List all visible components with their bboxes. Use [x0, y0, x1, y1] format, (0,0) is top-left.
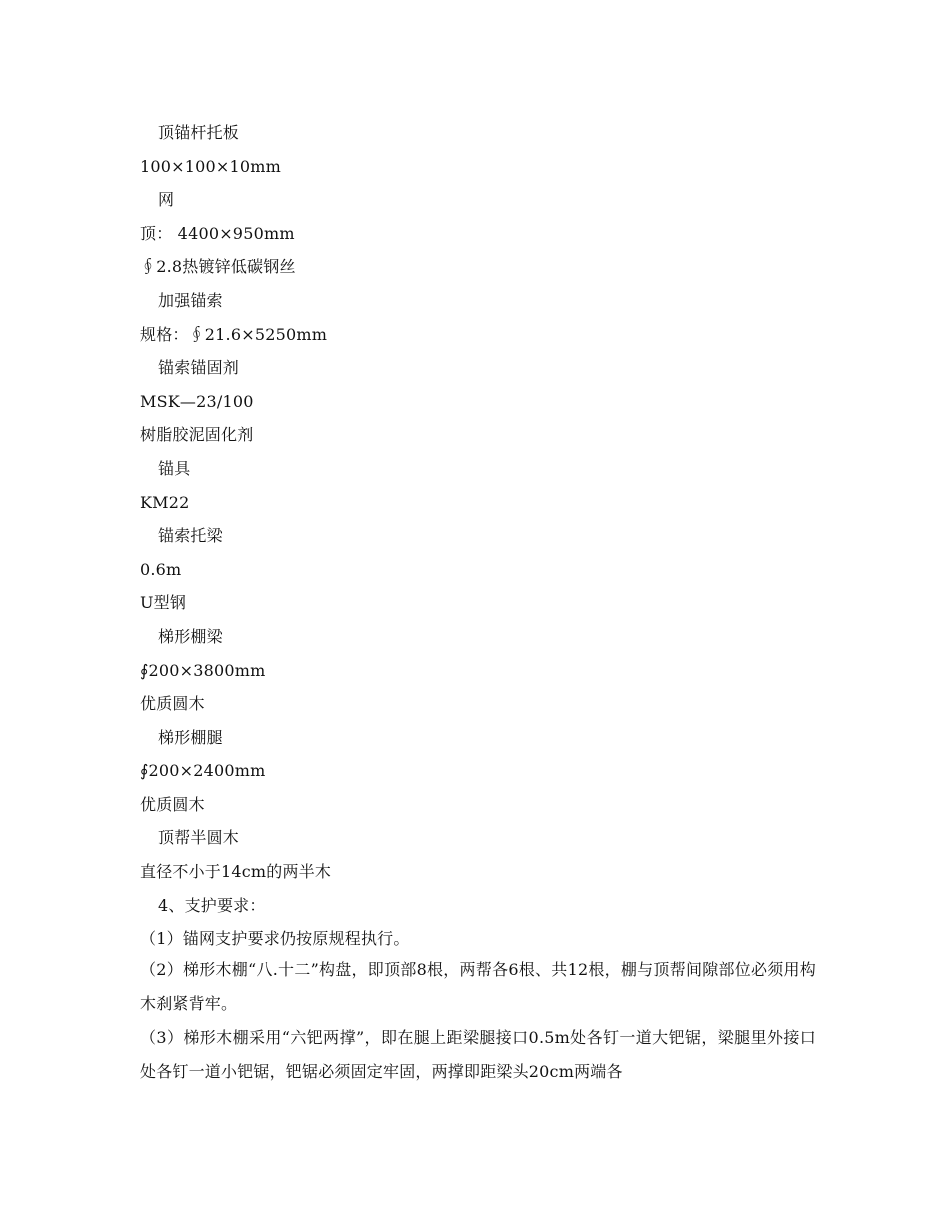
spec-line: 顶： 4400×950mm — [140, 223, 295, 243]
spec-line: 顶锚杆托板 — [158, 123, 240, 142]
spec-line: 直径不小于14cm的两半木 — [140, 862, 332, 882]
spec-line: 优质圆木 — [140, 794, 205, 814]
spec-line: U型钢 — [140, 593, 187, 613]
spec-line: ∮2.8热镀锌低碳钢丝 — [140, 257, 296, 277]
spec-line: 树脂胶泥固化剂 — [140, 425, 254, 445]
requirement-item: （1）锚网支护要求仍按原规程执行。 — [140, 929, 410, 949]
spec-line: ∮200×2400mm — [140, 761, 266, 781]
spec-line: 网 — [158, 190, 175, 210]
spec-line: 梯形棚腿 — [158, 727, 223, 747]
spec-line: 顶帮半圆木 — [158, 828, 240, 848]
spec-line: 100×100×10mm — [140, 156, 281, 176]
spec-line: 加强锚索 — [158, 290, 223, 310]
spec-line: MSK—23/100 — [140, 391, 254, 411]
spec-line: 锚索锚固剂 — [158, 358, 240, 378]
requirement-paragraph: （3）梯形木棚采用“六钯两撑”，即在腿上距梁腿接口0.5m处各钉一道大钯锯，梁腿里外接口处各钉一道小钯锯，钯锯必须固定牢固，两撑即距梁头20cm两端各 — [140, 1028, 816, 1081]
spec-line: 锚索托梁 — [158, 526, 223, 546]
spec-line: 0.6m — [140, 559, 182, 579]
spec-line: 梯形棚梁 — [158, 626, 223, 646]
spec-line: KM22 — [140, 492, 190, 512]
spec-list — [140, 116, 816, 956]
spec-line: ∮200×3800mm — [140, 660, 266, 680]
requirement-paragraph: （2）梯形木棚“八.十二”构盘，即顶部8根，两帮各6根、共12根，棚与顶帮间隙部位必须用构木刹紧背牢。 — [140, 960, 816, 1013]
spec-line: 规格：∮21.6×5250mm — [140, 324, 328, 344]
section-heading: 4、支护要求： — [158, 895, 266, 915]
spec-line: 优质圆木 — [140, 694, 205, 714]
spec-line: 锚具 — [158, 458, 191, 478]
